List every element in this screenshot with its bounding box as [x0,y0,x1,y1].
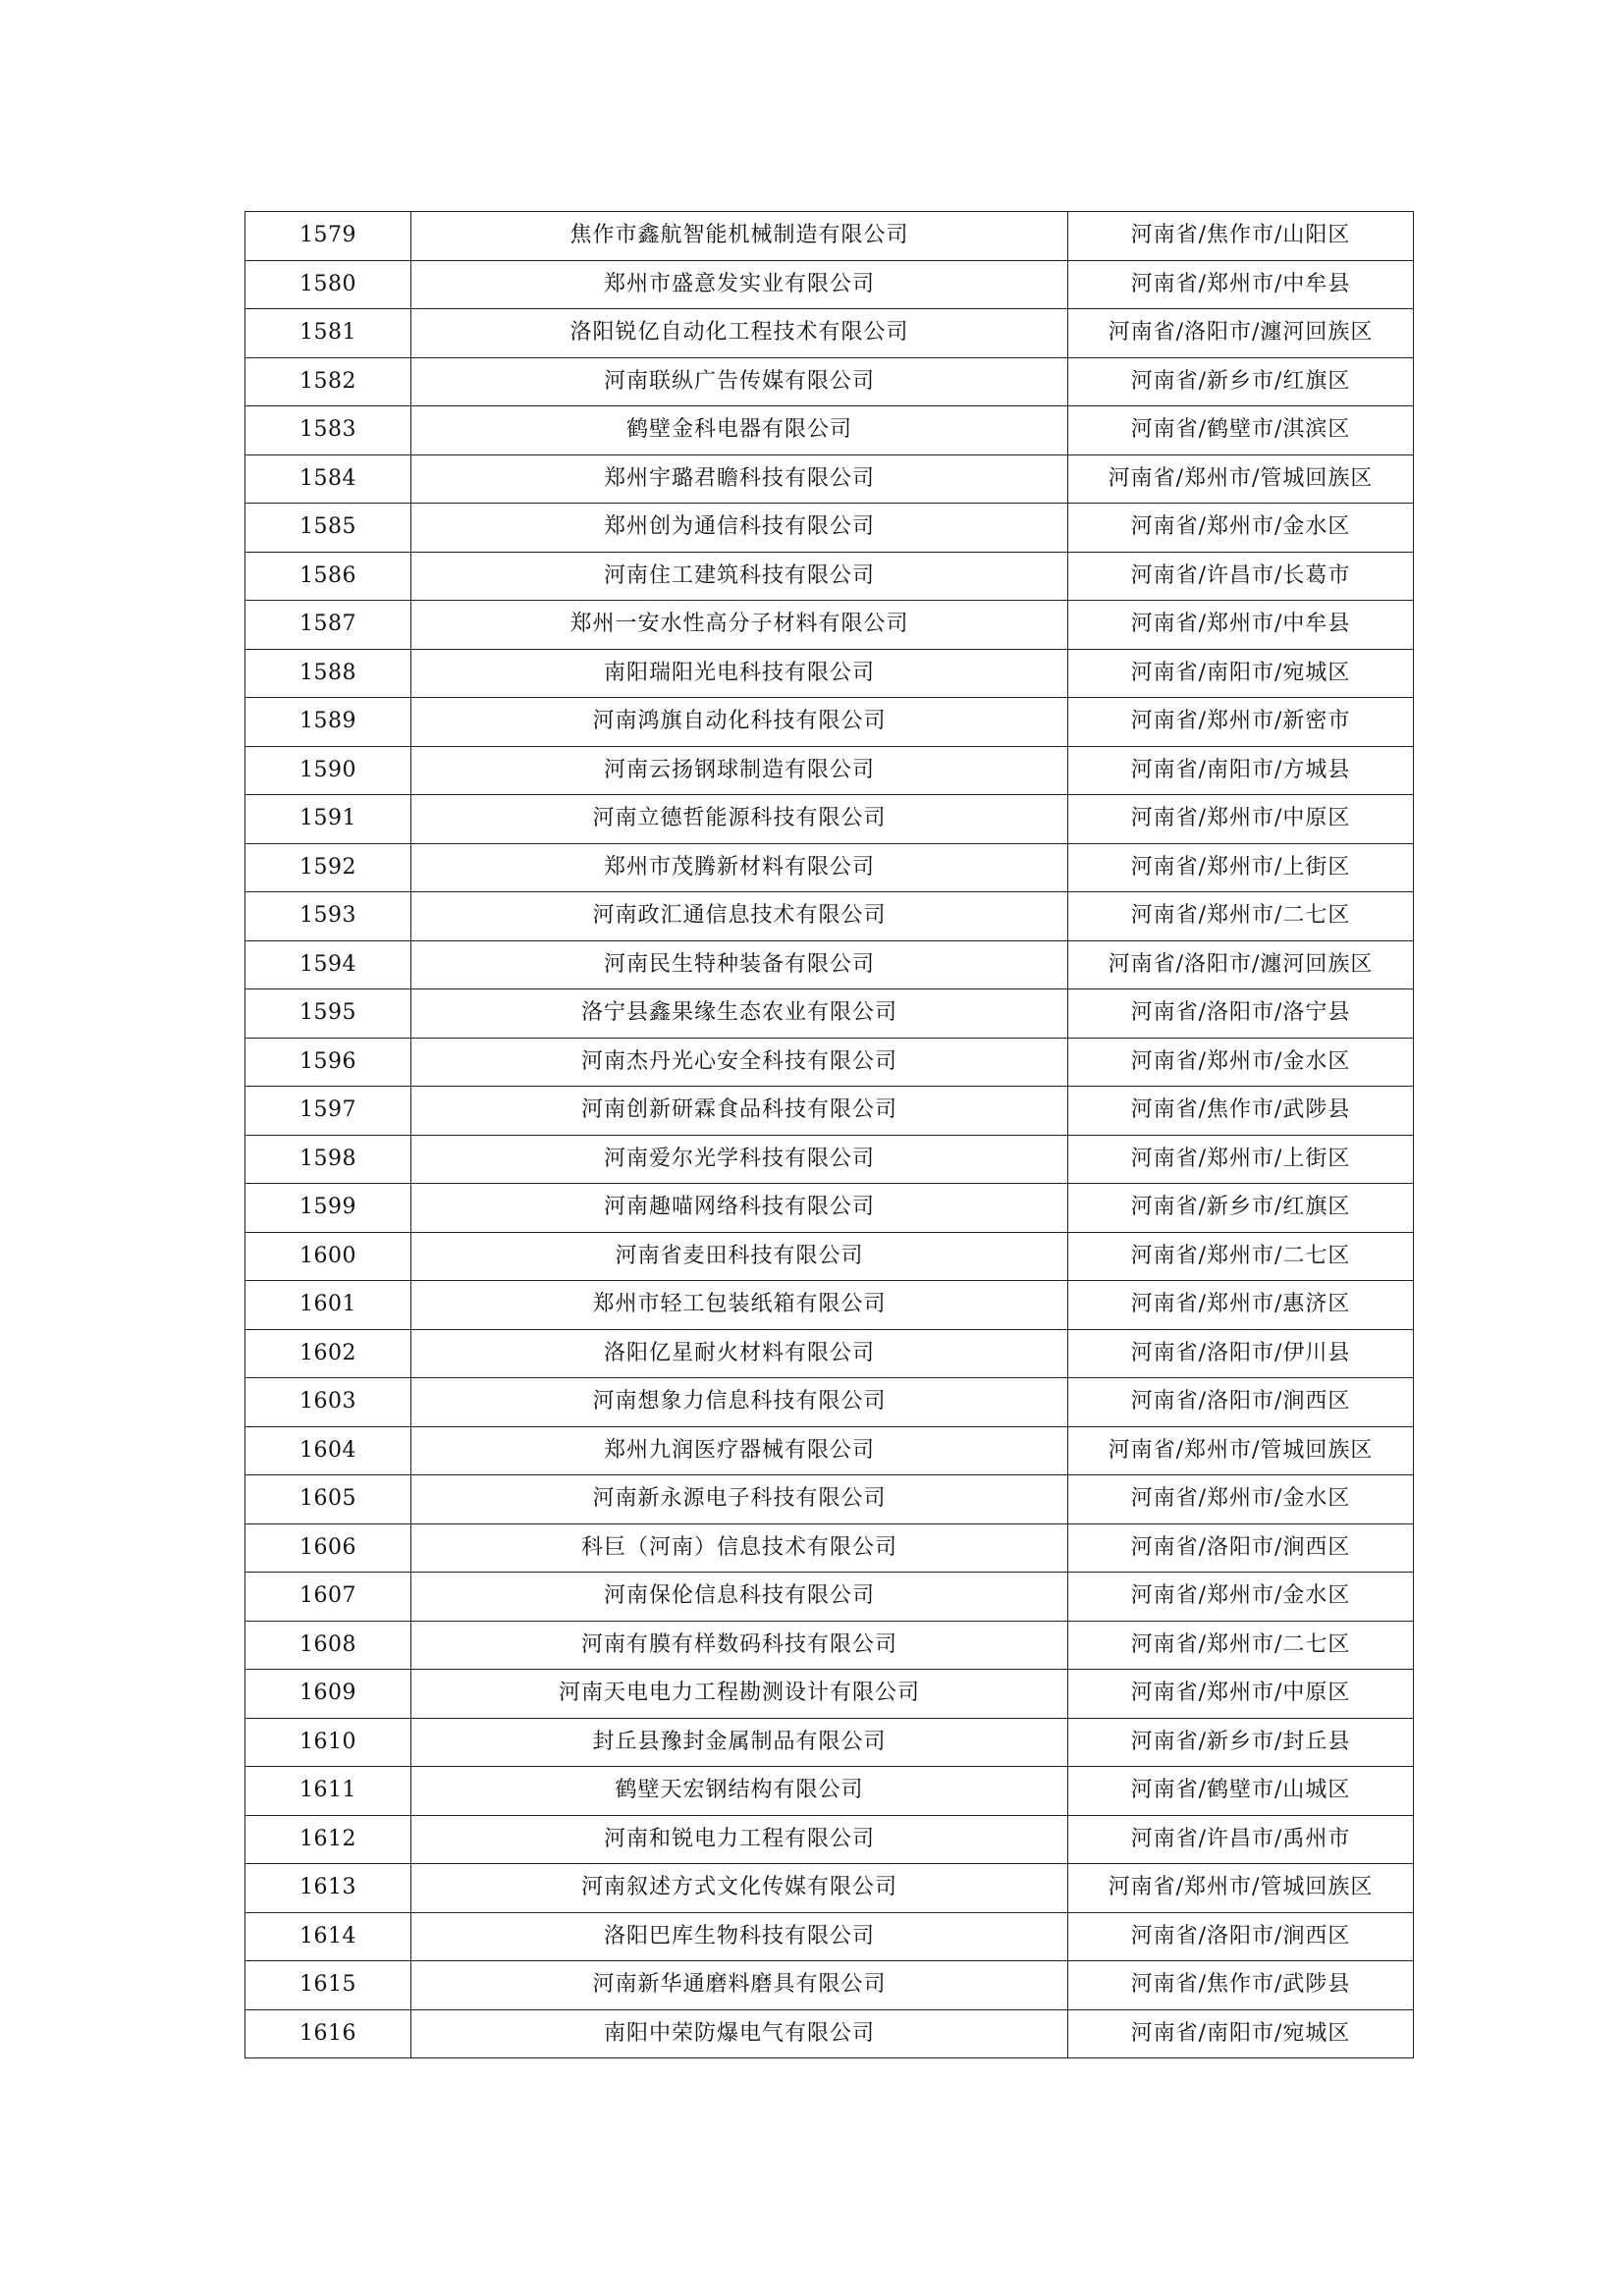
table-row [245,1426,1414,1475]
region: 河南省/郑州市/金水区 [1068,504,1414,553]
row-number: 1600 [245,1232,411,1281]
table-row [245,504,1414,553]
table-row [245,1038,1414,1087]
table-row [245,1815,1414,1864]
region: 河南省/郑州市/管城回族区 [1068,1426,1414,1475]
region: 河南省/焦作市/武陟县 [1068,1087,1414,1136]
company-name: 河南有膜有样数码科技有限公司 [411,1621,1068,1670]
row-number: 1606 [245,1523,411,1573]
row-number: 1581 [245,309,411,358]
row-number: 1580 [245,260,411,309]
region: 河南省/郑州市/管城回族区 [1068,454,1414,504]
region: 河南省/鹤壁市/淇滨区 [1068,406,1414,455]
region: 河南省/郑州市/二七区 [1068,1232,1414,1281]
row-number: 1614 [245,1912,411,1961]
row-number: 1590 [245,746,411,795]
table-row [245,1378,1414,1427]
row-number: 1595 [245,989,411,1039]
row-number: 1599 [245,1184,411,1233]
table-row [245,940,1414,989]
region: 河南省/洛阳市/瀍河回族区 [1068,309,1414,358]
region: 河南省/郑州市/二七区 [1068,1621,1414,1670]
table-row [245,1329,1414,1378]
region: 河南省/焦作市/山阳区 [1068,212,1414,261]
region: 河南省/南阳市/宛城区 [1068,2009,1414,2058]
table-row [245,1912,1414,1961]
row-number: 1592 [245,843,411,892]
table-row [245,1573,1414,1622]
company-name: 焦作市鑫航智能机械制造有限公司 [411,212,1068,261]
company-name: 河南保伦信息科技有限公司 [411,1573,1068,1622]
row-number: 1583 [245,406,411,455]
table-row [245,2009,1414,2058]
company-name: 河南想象力信息科技有限公司 [411,1378,1068,1427]
region: 河南省/郑州市/中牟县 [1068,601,1414,650]
company-name: 河南联纵广告传媒有限公司 [411,357,1068,406]
row-number: 1588 [245,649,411,698]
region: 河南省/新乡市/红旗区 [1068,357,1414,406]
company-table [244,211,1414,2058]
company-name: 鹤壁金科电器有限公司 [411,406,1068,455]
company-name: 河南和锐电力工程有限公司 [411,1815,1068,1864]
region: 河南省/洛阳市/洛宁县 [1068,989,1414,1039]
company-name: 河南创新研霖食品科技有限公司 [411,1087,1068,1136]
table-row [245,649,1414,698]
company-name: 南阳瑞阳光电科技有限公司 [411,649,1068,698]
row-number: 1602 [245,1329,411,1378]
table-row [245,1767,1414,1816]
region: 河南省/郑州市/中原区 [1068,1670,1414,1719]
row-number: 1589 [245,698,411,747]
table-row [245,892,1414,941]
row-number: 1609 [245,1670,411,1719]
region: 河南省/郑州市/二七区 [1068,892,1414,941]
row-number: 1613 [245,1864,411,1913]
row-number: 1596 [245,1038,411,1087]
table-row [245,1523,1414,1573]
table-row [245,212,1414,261]
company-name: 郑州市轻工包装纸箱有限公司 [411,1281,1068,1330]
row-number: 1587 [245,601,411,650]
table-row [245,406,1414,455]
company-name: 河南新永源电子科技有限公司 [411,1475,1068,1524]
row-number: 1579 [245,212,411,261]
region: 河南省/洛阳市/涧西区 [1068,1912,1414,1961]
region: 河南省/郑州市/中牟县 [1068,260,1414,309]
row-number: 1593 [245,892,411,941]
company-name: 河南天电电力工程勘测设计有限公司 [411,1670,1068,1719]
company-name: 河南叙述方式文化传媒有限公司 [411,1864,1068,1913]
region: 河南省/新乡市/红旗区 [1068,1184,1414,1233]
company-name: 河南住工建筑科技有限公司 [411,552,1068,601]
region: 河南省/新乡市/封丘县 [1068,1718,1414,1767]
table-row [245,1475,1414,1524]
company-name: 洛宁县鑫果缘生态农业有限公司 [411,989,1068,1039]
table-row [245,1135,1414,1184]
region: 河南省/郑州市/中原区 [1068,795,1414,844]
table-row [245,309,1414,358]
table-row [245,601,1414,650]
row-number: 1591 [245,795,411,844]
company-name: 河南民生特种装备有限公司 [411,940,1068,989]
company-name: 洛阳亿星耐火材料有限公司 [411,1329,1068,1378]
table-row [245,989,1414,1039]
region: 河南省/南阳市/宛城区 [1068,649,1414,698]
row-number: 1612 [245,1815,411,1864]
company-name: 河南云扬钢球制造有限公司 [411,746,1068,795]
company-name: 郑州宇璐君瞻科技有限公司 [411,454,1068,504]
region: 河南省/郑州市/金水区 [1068,1573,1414,1622]
table-row [245,1864,1414,1913]
region: 河南省/焦作市/武陟县 [1068,1961,1414,2010]
table-row [245,1621,1414,1670]
company-name: 郑州九润医疗器械有限公司 [411,1426,1068,1475]
row-number: 1594 [245,940,411,989]
row-number: 1601 [245,1281,411,1330]
row-number: 1584 [245,454,411,504]
row-number: 1603 [245,1378,411,1427]
table-row [245,552,1414,601]
company-name: 河南省麦田科技有限公司 [411,1232,1068,1281]
row-number: 1585 [245,504,411,553]
table-row [245,1184,1414,1233]
company-name: 河南爱尔光学科技有限公司 [411,1135,1068,1184]
region: 河南省/洛阳市/瀍河回族区 [1068,940,1414,989]
region: 河南省/洛阳市/伊川县 [1068,1329,1414,1378]
company-table-body [245,212,1414,2058]
company-name: 河南杰丹光心安全科技有限公司 [411,1038,1068,1087]
region: 河南省/郑州市/金水区 [1068,1475,1414,1524]
row-number: 1586 [245,552,411,601]
region: 河南省/许昌市/禹州市 [1068,1815,1414,1864]
row-number: 1615 [245,1961,411,2010]
row-number: 1616 [245,2009,411,2058]
company-name: 郑州市盛意发实业有限公司 [411,260,1068,309]
company-name: 洛阳锐亿自动化工程技术有限公司 [411,309,1068,358]
row-number: 1610 [245,1718,411,1767]
company-name: 鹤壁天宏钢结构有限公司 [411,1767,1068,1816]
row-number: 1597 [245,1087,411,1136]
company-name: 郑州创为通信科技有限公司 [411,504,1068,553]
row-number: 1605 [245,1475,411,1524]
region: 河南省/南阳市/方城县 [1068,746,1414,795]
row-number: 1607 [245,1573,411,1622]
company-name: 郑州市茂腾新材料有限公司 [411,843,1068,892]
row-number: 1611 [245,1767,411,1816]
company-name: 河南新华通磨料磨具有限公司 [411,1961,1068,2010]
table-row [245,1961,1414,2010]
table-row [245,1087,1414,1136]
region: 河南省/郑州市/惠济区 [1068,1281,1414,1330]
table-row [245,1281,1414,1330]
table-row [245,357,1414,406]
row-number: 1604 [245,1426,411,1475]
company-name: 科巨（河南）信息技术有限公司 [411,1523,1068,1573]
row-number: 1582 [245,357,411,406]
table-row [245,260,1414,309]
region: 河南省/郑州市/上街区 [1068,843,1414,892]
table-row [245,1718,1414,1767]
company-name: 郑州一安水性高分子材料有限公司 [411,601,1068,650]
company-name: 河南政汇通信息技术有限公司 [411,892,1068,941]
row-number: 1608 [245,1621,411,1670]
table-row [245,746,1414,795]
row-number: 1598 [245,1135,411,1184]
table-row [245,795,1414,844]
company-name: 河南立德哲能源科技有限公司 [411,795,1068,844]
region: 河南省/洛阳市/涧西区 [1068,1523,1414,1573]
company-name: 洛阳巴库生物科技有限公司 [411,1912,1068,1961]
region: 河南省/郑州市/管城回族区 [1068,1864,1414,1913]
company-name: 封丘县豫封金属制品有限公司 [411,1718,1068,1767]
region: 河南省/郑州市/上街区 [1068,1135,1414,1184]
table-row [245,843,1414,892]
region: 河南省/许昌市/长葛市 [1068,552,1414,601]
region: 河南省/郑州市/金水区 [1068,1038,1414,1087]
table-row [245,1232,1414,1281]
company-name: 河南鸿旗自动化科技有限公司 [411,698,1068,747]
company-name: 河南趣喵网络科技有限公司 [411,1184,1068,1233]
company-name: 南阳中荣防爆电气有限公司 [411,2009,1068,2058]
region: 河南省/洛阳市/涧西区 [1068,1378,1414,1427]
table-row [245,1670,1414,1719]
region: 河南省/郑州市/新密市 [1068,698,1414,747]
table-row [245,454,1414,504]
table-row [245,698,1414,747]
region: 河南省/鹤壁市/山城区 [1068,1767,1414,1816]
